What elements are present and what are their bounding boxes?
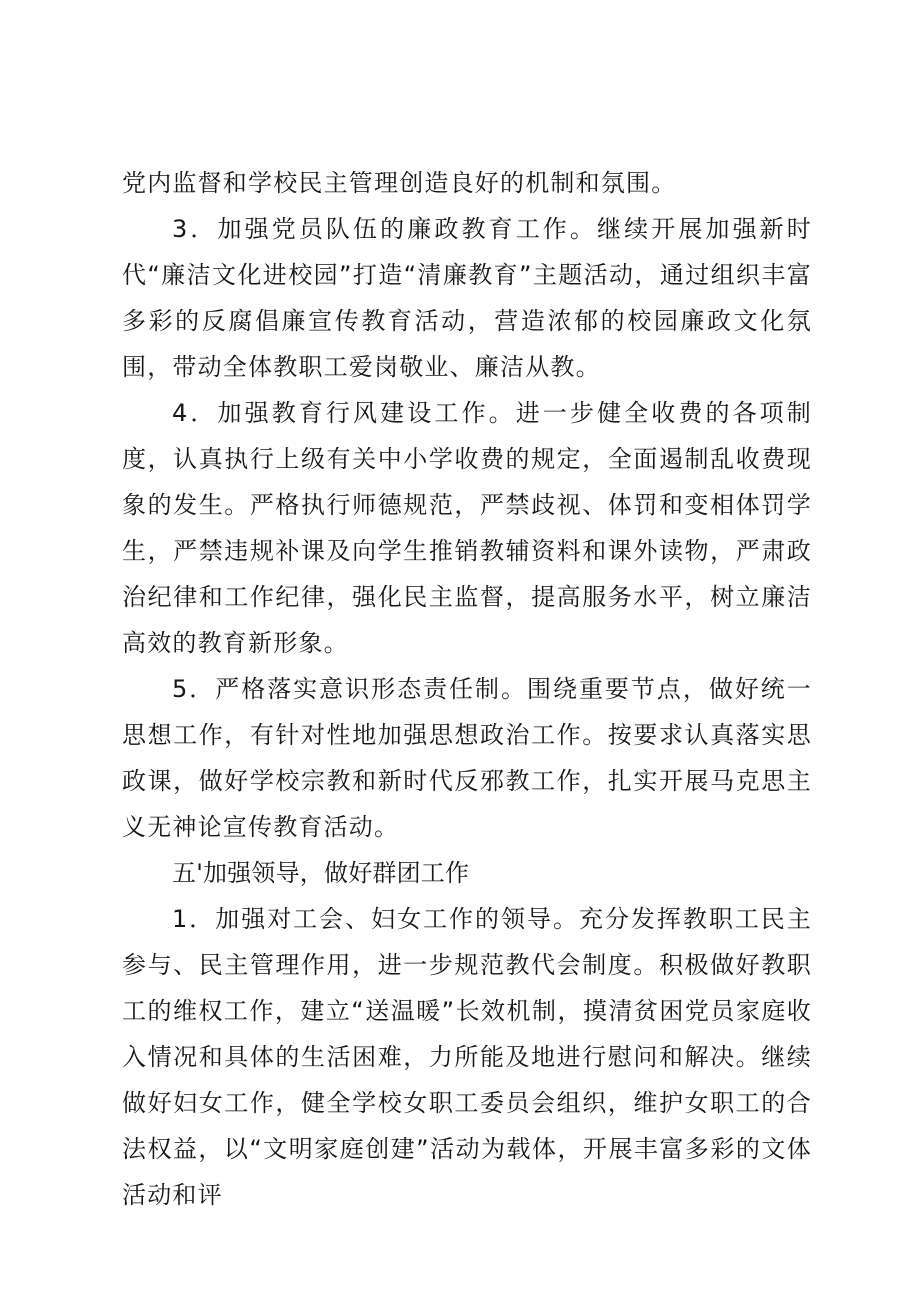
section-heading-five: 五'加强领导，做好群团工作 [172, 859, 470, 887]
paragraph-continuation: 党内监督和学校民主管理创造良好的机制和氛围。 [122, 169, 677, 197]
paragraph-item-1-union-women-work: 1．加强对工会、妇女工作的领导。充分发挥教职工民主参与、民主管理作用，进一步规范教代会制度。积极做好教职工的维权工作，建立“送温暖”长效机制，摸清贫困党员家庭收入情况和具体的生活困难，力所能及地进行慰问和解决。继续做好妇女工作，健全学校女职工委员会组织，维护女职工的合法权益，以“文明家庭创建”活动为载体，开展丰富多彩的文体活动和评 [122, 905, 812, 1209]
paragraph-item-4-conduct-building: 4．加强教育行风建设工作。进一步健全收费的各项制度，认真执行上级有关中小学收费的规定，全面遏制乱收费现象的发生。严格执行师德规范，严禁歧视、体罚和变相体罚学生，严禁违规补课及向学生推销教辅资料和课外读物，严肃政治纪律和工作纪律，强化民主监督，提高服务水平，树立廉洁高效的教育新形象。 [122, 399, 812, 657]
document-body [122, 160, 812, 1218]
paragraph-item-5-ideology-responsibility: 5．严格落实意识形态责任制。围绕重要节点，做好统一思想工作，有针对性地加强思想政治工作。按要求认真落实思政课，做好学校宗教和新时代反邪教工作，扎实开展马克思主义无神论宣传教育活动。 [122, 675, 812, 841]
paragraph-item-3-integrity-education: 3．加强党员队伍的廉政教育工作。继续开展加强新时代“廉洁文化进校园”打造“清廉教育”主题活动，通过组织丰富多彩的反腐倡廉宣传教育活动，营造浓郁的校园廉政文化氛围，带动全体教职工爱岗敬业、廉洁从教。 [122, 215, 812, 381]
